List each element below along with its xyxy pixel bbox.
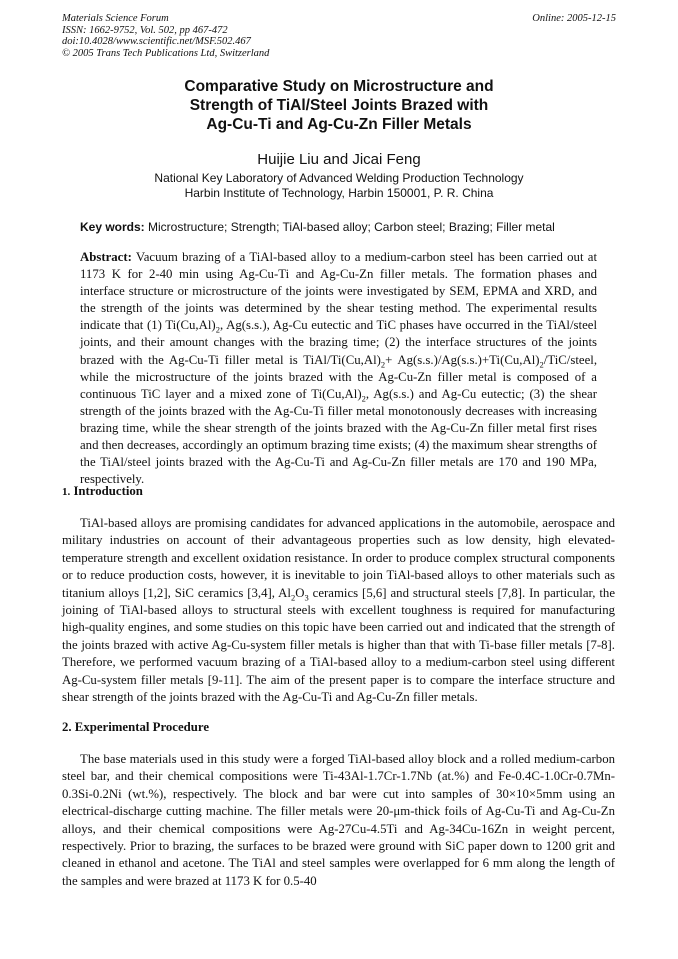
copyright: © 2005 Trans Tech Publications Ltd, Switzerland xyxy=(62,47,270,59)
title-line-3: Ag-Cu-Ti and Ag-Cu-Zn Filler Metals xyxy=(206,116,472,133)
journal-name: Materials Science Forum xyxy=(62,13,169,24)
subscript: 2 xyxy=(361,393,366,404)
section-number: 1. xyxy=(62,486,71,498)
doi: doi:10.4028/www.scientific.net/MSF.502.467 xyxy=(62,36,251,48)
journal-info xyxy=(62,13,269,59)
affiliation-line-2: Harbin Institute of Technology, Harbin 150001, P. R. China xyxy=(184,186,494,200)
abstract-text: , Ag(s.s.), Ag-Cu eutectic and TiC phases have occurred in the TiAl/steel joints, and their amount changes with the brazing time; (2) the interface structures of the joints brazed with the Ag-Cu-Ti filler metal is TiAl/Ti(Cu,Al) xyxy=(80,318,597,367)
affiliation-line-1: National Key Laboratory of Advanced Welding Production Technology xyxy=(154,171,524,185)
keywords-label: Key words: xyxy=(80,220,145,234)
section-heading-introduction xyxy=(62,484,143,499)
subscript: 2 xyxy=(539,359,544,370)
issn: ISSN: 1662-9752, Vol. 502, pp 467-472 xyxy=(62,24,228,36)
section-heading-experimental: 2. Experimental Procedure xyxy=(62,720,210,734)
paragraph-text: O xyxy=(295,585,305,600)
subscript: 3 xyxy=(304,592,309,603)
subscript: 2 xyxy=(215,324,220,335)
abstract-text: Vacuum brazing of a TiAl-based alloy to a medium-carbon steel has been carried out at 1173 K for 2-40 min using Ag-Cu-Ti and Ag-Cu-Zn filler metals. The formation phases and interface structure or microstructure of the joints were investigated by SEM, EPMA and XRD, and the strength of the joints was determined by the shear testing method. The experimental results indicate that (1) Ti(Cu,Al) xyxy=(80,250,597,333)
title-line-1: Comparative Study on Microstructure and xyxy=(184,78,494,95)
subscript: 2 xyxy=(290,592,296,603)
section-title: Introduction xyxy=(70,484,143,498)
abstract-text: + Ag(s.s.)/Ag(s.s.)+Ti(Cu,Al) xyxy=(385,352,540,367)
abstract-text: /TiC/steel, while the microstructure of the joints brazed with the Ag-Cu-Zn filler metal is composed of a continuous TiC layer and a mixed zone of Ti(Cu,Al) xyxy=(80,352,598,401)
abstract xyxy=(80,249,597,488)
keywords xyxy=(80,220,555,234)
paragraph-text: TiAl-based alloys are promising candidates for advanced applications in the automobile, aerospace and military industries on account of their advantageous properties such as low density, high elevated-temperature strength and excellent oxidation resistance. In order to produce complex structural components or to reduce production costs, however, it is inevitable to join TiAl-based alloys to other materials such as titanium alloys [1,2], SiC ceramics [3,4], Al xyxy=(62,516,615,600)
title-line-2: Strength of TiAl/Steel Joints Brazed with xyxy=(189,97,489,114)
online-date: Online: 2005-12-15 xyxy=(532,13,616,24)
introduction-paragraph xyxy=(62,515,615,706)
experimental-paragraph: The base materials used in this study were a forged TiAl-based alloy block and a rolled medium-carbon steel bar, and their chemical compositions were Ti-43Al-1.7Cr-1.7Nb (at.%) and Fe-0.4C-1.0Cr-0.7Mn-0.3Si-0.2Ni (wt.%), respectively. The block and bar were cut into samples of 30×10×5mm using an electrical-discharge cutting machine. The filler metals were 20-μm-thick foils of Ag-Cu-Ti and Ag-Cu-Zn alloys, and their chemical compositions were Ag-27Cu-4.5Ti and Ag-34Cu-16Zn in weight percent, respectively. Prior to brazing, the surfaces to be brazed were ground with SiC paper down to 1200 grit and cleaned in ethanol and acetone. The TiAl and steel samples were overlapped for 6 mm along the length of the samples and were brazed at 1173 K for 0.5-40 xyxy=(62,752,615,888)
authors: Huijie Liu and Jicai Feng xyxy=(257,151,421,168)
paper-title xyxy=(120,77,558,134)
subscript: 2 xyxy=(380,359,386,370)
paragraph-text: ceramics [5,6] and structural steels [7,8]. In particular, the joining of TiAl-based alloys to structural steels with excellent toughness is required for manufacturing high-quality engines, and some studies on this topic have been carried out and indicated that the strength of the joints brazed with active Ag-Cu-system filler metals is higher than that with Ti-base filler metals [7-8]. Therefore, we performed vacuum brazing of a TiAl-based alloy to a medium-carbon steel using different Ag-Cu-system filler metals [9-11]. The aim of the present paper is to compare the interface structure and shear strength of the joints brazed with the Ag-Cu-Ti and Ag-Cu-Zn filler metals. xyxy=(62,585,615,705)
abstract-text: , Ag(s.s.) and Ag-Cu eutectic; (3) the shear strength of the joints brazed with the Ag-Cu-Ti filler metal monotonously decreases with increasing brazing time, while the shear strength of the joints brazed with the Ag-Cu-Zn filler metal first rises and then decreases, accordingly an optimum brazing time exists; (4) the maximum shear strengths of the TiAl/steel joints brazed with the Ag-Cu-Ti and Ag-Cu-Zn filler metals are 170 and 190 MPa, respectively. xyxy=(80,386,597,487)
abstract-label: Abstract: xyxy=(80,250,132,264)
keywords-text: Microstructure; Strength; TiAl-based alloy; Carbon steel; Brazing; Filler metal xyxy=(144,220,555,234)
